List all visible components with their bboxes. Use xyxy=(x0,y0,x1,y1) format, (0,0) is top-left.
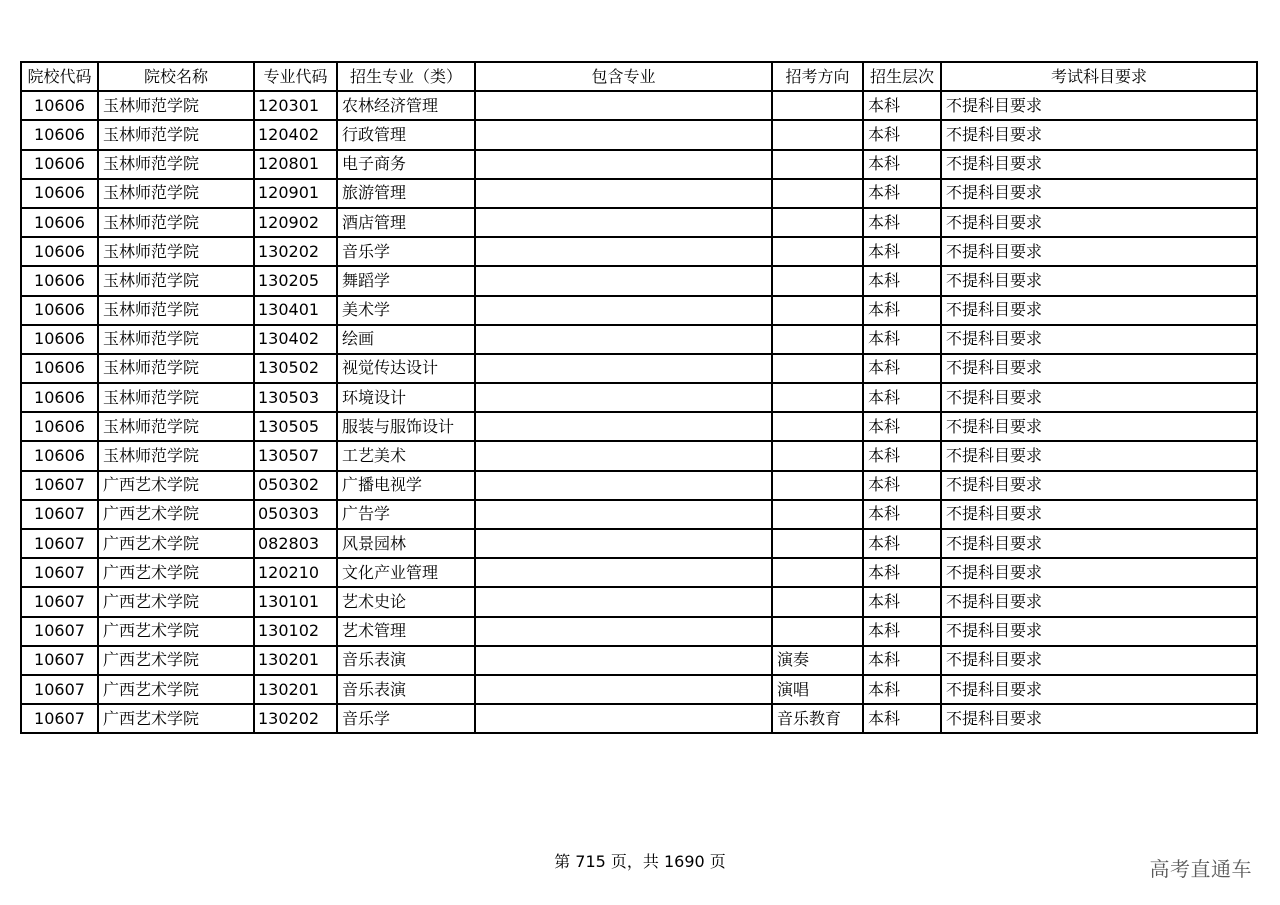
cell-exam-direction xyxy=(772,325,863,354)
cell-major-code: 130201 xyxy=(254,646,337,675)
cell-subject-requirement: 不提科目要求 xyxy=(941,529,1257,558)
cell-level: 本科 xyxy=(863,500,941,529)
cell-subject-requirement: 不提科目要求 xyxy=(941,150,1257,179)
table-row xyxy=(21,617,1257,646)
cell-exam-direction xyxy=(772,179,863,208)
header-school-code: 院校代码 xyxy=(21,62,98,91)
cell-level: 本科 xyxy=(863,237,941,266)
cell-included-majors xyxy=(475,150,772,179)
cell-school-name: 广西艺术学院 xyxy=(98,471,254,500)
cell-subject-requirement: 不提科目要求 xyxy=(941,646,1257,675)
cell-major-name: 音乐学 xyxy=(337,704,475,733)
cell-subject-requirement: 不提科目要求 xyxy=(941,500,1257,529)
cell-exam-direction xyxy=(772,529,863,558)
cell-subject-requirement: 不提科目要求 xyxy=(941,296,1257,325)
cell-school-code: 10606 xyxy=(21,354,98,383)
cell-exam-direction: 音乐教育 xyxy=(772,704,863,733)
cell-exam-direction xyxy=(772,383,863,412)
cell-exam-direction xyxy=(772,266,863,295)
watermark-text: 高考直通车 xyxy=(1149,857,1252,881)
cell-major-code: 130102 xyxy=(254,617,337,646)
cell-subject-requirement: 不提科目要求 xyxy=(941,266,1257,295)
cell-exam-direction: 演唱 xyxy=(772,675,863,704)
page-number: 第 715 页，共 1690 页 xyxy=(554,852,726,871)
enrollment-table xyxy=(20,61,1258,734)
cell-exam-direction xyxy=(772,208,863,237)
cell-subject-requirement: 不提科目要求 xyxy=(941,91,1257,120)
cell-major-code: 130402 xyxy=(254,325,337,354)
header-major-name: 招生专业（类） xyxy=(337,62,475,91)
cell-exam-direction xyxy=(772,587,863,616)
table-row xyxy=(21,208,1257,237)
cell-level: 本科 xyxy=(863,558,941,587)
cell-school-code: 10607 xyxy=(21,529,98,558)
cell-included-majors xyxy=(475,500,772,529)
cell-level: 本科 xyxy=(863,354,941,383)
cell-major-name: 行政管理 xyxy=(337,120,475,149)
cell-school-code: 10606 xyxy=(21,237,98,266)
cell-major-name: 农林经济管理 xyxy=(337,91,475,120)
cell-school-code: 10607 xyxy=(21,500,98,529)
cell-school-code: 10606 xyxy=(21,412,98,441)
cell-school-name: 广西艺术学院 xyxy=(98,529,254,558)
cell-school-name: 玉林师范学院 xyxy=(98,325,254,354)
cell-major-name: 广告学 xyxy=(337,500,475,529)
cell-subject-requirement: 不提科目要求 xyxy=(941,675,1257,704)
cell-major-code: 120901 xyxy=(254,179,337,208)
table-row xyxy=(21,120,1257,149)
cell-school-name: 玉林师范学院 xyxy=(98,208,254,237)
cell-school-code: 10606 xyxy=(21,266,98,295)
cell-major-code: 050302 xyxy=(254,471,337,500)
cell-school-code: 10607 xyxy=(21,558,98,587)
cell-level: 本科 xyxy=(863,704,941,733)
cell-subject-requirement: 不提科目要求 xyxy=(941,587,1257,616)
cell-level: 本科 xyxy=(863,120,941,149)
cell-subject-requirement: 不提科目要求 xyxy=(941,120,1257,149)
table-row xyxy=(21,704,1257,733)
table-row xyxy=(21,646,1257,675)
cell-major-code: 082803 xyxy=(254,529,337,558)
cell-major-code: 130401 xyxy=(254,296,337,325)
cell-school-name: 玉林师范学院 xyxy=(98,150,254,179)
cell-exam-direction xyxy=(772,120,863,149)
cell-major-name: 旅游管理 xyxy=(337,179,475,208)
cell-school-name: 广西艺术学院 xyxy=(98,675,254,704)
cell-subject-requirement: 不提科目要求 xyxy=(941,471,1257,500)
cell-level: 本科 xyxy=(863,529,941,558)
cell-exam-direction: 演奏 xyxy=(772,646,863,675)
cell-level: 本科 xyxy=(863,646,941,675)
cell-included-majors xyxy=(475,646,772,675)
cell-included-majors xyxy=(475,208,772,237)
cell-major-code: 120902 xyxy=(254,208,337,237)
cell-major-code: 120301 xyxy=(254,91,337,120)
cell-major-name: 艺术管理 xyxy=(337,617,475,646)
cell-level: 本科 xyxy=(863,208,941,237)
cell-included-majors xyxy=(475,704,772,733)
cell-major-code: 130202 xyxy=(254,237,337,266)
cell-exam-direction xyxy=(772,500,863,529)
header-school-name: 院校名称 xyxy=(98,62,254,91)
cell-school-name: 广西艺术学院 xyxy=(98,587,254,616)
cell-included-majors xyxy=(475,91,772,120)
cell-level: 本科 xyxy=(863,471,941,500)
cell-subject-requirement: 不提科目要求 xyxy=(941,354,1257,383)
cell-subject-requirement: 不提科目要求 xyxy=(941,441,1257,470)
table-row xyxy=(21,500,1257,529)
cell-subject-requirement: 不提科目要求 xyxy=(941,179,1257,208)
cell-school-name: 广西艺术学院 xyxy=(98,558,254,587)
cell-included-majors xyxy=(475,296,772,325)
cell-exam-direction xyxy=(772,558,863,587)
cell-level: 本科 xyxy=(863,412,941,441)
cell-school-name: 玉林师范学院 xyxy=(98,383,254,412)
cell-school-name: 广西艺术学院 xyxy=(98,617,254,646)
header-level: 招生层次 xyxy=(863,62,941,91)
cell-school-name: 广西艺术学院 xyxy=(98,646,254,675)
cell-level: 本科 xyxy=(863,325,941,354)
cell-major-name: 环境设计 xyxy=(337,383,475,412)
cell-exam-direction xyxy=(772,617,863,646)
cell-major-code: 130503 xyxy=(254,383,337,412)
cell-included-majors xyxy=(475,383,772,412)
cell-school-code: 10606 xyxy=(21,91,98,120)
cell-major-name: 绘画 xyxy=(337,325,475,354)
cell-included-majors xyxy=(475,441,772,470)
table-row xyxy=(21,675,1257,704)
cell-major-name: 电子商务 xyxy=(337,150,475,179)
cell-school-name: 玉林师范学院 xyxy=(98,412,254,441)
cell-major-code: 130201 xyxy=(254,675,337,704)
cell-major-name: 风景园林 xyxy=(337,529,475,558)
cell-included-majors xyxy=(475,471,772,500)
table-row xyxy=(21,441,1257,470)
cell-major-code: 120801 xyxy=(254,150,337,179)
cell-major-name: 音乐表演 xyxy=(337,646,475,675)
table-row xyxy=(21,529,1257,558)
cell-major-name: 舞蹈学 xyxy=(337,266,475,295)
cell-level: 本科 xyxy=(863,587,941,616)
cell-school-code: 10607 xyxy=(21,675,98,704)
cell-major-name: 工艺美术 xyxy=(337,441,475,470)
table-header-row xyxy=(21,62,1257,91)
cell-included-majors xyxy=(475,587,772,616)
cell-subject-requirement: 不提科目要求 xyxy=(941,558,1257,587)
cell-school-name: 玉林师范学院 xyxy=(98,179,254,208)
cell-major-name: 音乐学 xyxy=(337,237,475,266)
header-major-code: 专业代码 xyxy=(254,62,337,91)
cell-subject-requirement: 不提科目要求 xyxy=(941,208,1257,237)
cell-major-code: 130502 xyxy=(254,354,337,383)
cell-school-code: 10607 xyxy=(21,646,98,675)
cell-school-code: 10606 xyxy=(21,120,98,149)
cell-included-majors xyxy=(475,325,772,354)
cell-major-name: 艺术史论 xyxy=(337,587,475,616)
cell-level: 本科 xyxy=(863,296,941,325)
cell-major-name: 服装与服饰设计 xyxy=(337,412,475,441)
cell-school-name: 玉林师范学院 xyxy=(98,354,254,383)
cell-school-code: 10607 xyxy=(21,587,98,616)
cell-level: 本科 xyxy=(863,266,941,295)
header-subject-requirement: 考试科目要求 xyxy=(941,62,1257,91)
cell-exam-direction xyxy=(772,237,863,266)
cell-major-code: 130101 xyxy=(254,587,337,616)
table-row xyxy=(21,325,1257,354)
cell-exam-direction xyxy=(772,471,863,500)
cell-included-majors xyxy=(475,617,772,646)
cell-subject-requirement: 不提科目要求 xyxy=(941,383,1257,412)
cell-major-name: 广播电视学 xyxy=(337,471,475,500)
cell-included-majors xyxy=(475,266,772,295)
cell-major-name: 音乐表演 xyxy=(337,675,475,704)
cell-level: 本科 xyxy=(863,91,941,120)
cell-included-majors xyxy=(475,237,772,266)
cell-exam-direction xyxy=(772,296,863,325)
cell-included-majors xyxy=(475,412,772,441)
cell-level: 本科 xyxy=(863,617,941,646)
cell-exam-direction xyxy=(772,354,863,383)
cell-school-code: 10606 xyxy=(21,179,98,208)
cell-subject-requirement: 不提科目要求 xyxy=(941,237,1257,266)
cell-major-code: 130505 xyxy=(254,412,337,441)
cell-school-code: 10607 xyxy=(21,471,98,500)
cell-level: 本科 xyxy=(863,150,941,179)
cell-school-name: 玉林师范学院 xyxy=(98,266,254,295)
cell-school-code: 10607 xyxy=(21,704,98,733)
cell-major-code: 120210 xyxy=(254,558,337,587)
table-row xyxy=(21,296,1257,325)
cell-included-majors xyxy=(475,558,772,587)
cell-school-name: 玉林师范学院 xyxy=(98,296,254,325)
header-exam-direction: 招考方向 xyxy=(772,62,863,91)
table-row xyxy=(21,266,1257,295)
cell-major-code: 120402 xyxy=(254,120,337,149)
cell-school-code: 10606 xyxy=(21,441,98,470)
cell-major-code: 130507 xyxy=(254,441,337,470)
cell-exam-direction xyxy=(772,150,863,179)
cell-major-name: 酒店管理 xyxy=(337,208,475,237)
table-body xyxy=(21,91,1257,733)
cell-major-code: 130202 xyxy=(254,704,337,733)
table-row xyxy=(21,354,1257,383)
cell-school-name: 玉林师范学院 xyxy=(98,91,254,120)
cell-included-majors xyxy=(475,675,772,704)
cell-school-name: 玉林师范学院 xyxy=(98,237,254,266)
cell-level: 本科 xyxy=(863,179,941,208)
cell-included-majors xyxy=(475,179,772,208)
cell-major-name: 美术学 xyxy=(337,296,475,325)
cell-level: 本科 xyxy=(863,383,941,412)
cell-exam-direction xyxy=(772,441,863,470)
cell-included-majors xyxy=(475,120,772,149)
cell-major-name: 文化产业管理 xyxy=(337,558,475,587)
cell-school-code: 10607 xyxy=(21,617,98,646)
cell-school-code: 10606 xyxy=(21,150,98,179)
cell-exam-direction xyxy=(772,91,863,120)
table-row xyxy=(21,179,1257,208)
cell-school-code: 10606 xyxy=(21,296,98,325)
table-row xyxy=(21,558,1257,587)
cell-school-code: 10606 xyxy=(21,383,98,412)
cell-exam-direction xyxy=(772,412,863,441)
cell-subject-requirement: 不提科目要求 xyxy=(941,704,1257,733)
table-row xyxy=(21,383,1257,412)
table-row xyxy=(21,471,1257,500)
cell-school-code: 10606 xyxy=(21,325,98,354)
cell-school-name: 玉林师范学院 xyxy=(98,441,254,470)
table-row xyxy=(21,150,1257,179)
cell-major-code: 130205 xyxy=(254,266,337,295)
cell-school-code: 10606 xyxy=(21,208,98,237)
cell-school-name: 广西艺术学院 xyxy=(98,500,254,529)
cell-subject-requirement: 不提科目要求 xyxy=(941,617,1257,646)
cell-subject-requirement: 不提科目要求 xyxy=(941,325,1257,354)
table-row xyxy=(21,587,1257,616)
cell-school-name: 广西艺术学院 xyxy=(98,704,254,733)
cell-level: 本科 xyxy=(863,675,941,704)
header-included-majors: 包含专业 xyxy=(475,62,772,91)
cell-included-majors xyxy=(475,529,772,558)
cell-subject-requirement: 不提科目要求 xyxy=(941,412,1257,441)
cell-major-code: 050303 xyxy=(254,500,337,529)
cell-included-majors xyxy=(475,354,772,383)
table-row xyxy=(21,412,1257,441)
cell-school-name: 玉林师范学院 xyxy=(98,120,254,149)
cell-major-name: 视觉传达设计 xyxy=(337,354,475,383)
table-row xyxy=(21,237,1257,266)
cell-level: 本科 xyxy=(863,441,941,470)
table-row xyxy=(21,91,1257,120)
